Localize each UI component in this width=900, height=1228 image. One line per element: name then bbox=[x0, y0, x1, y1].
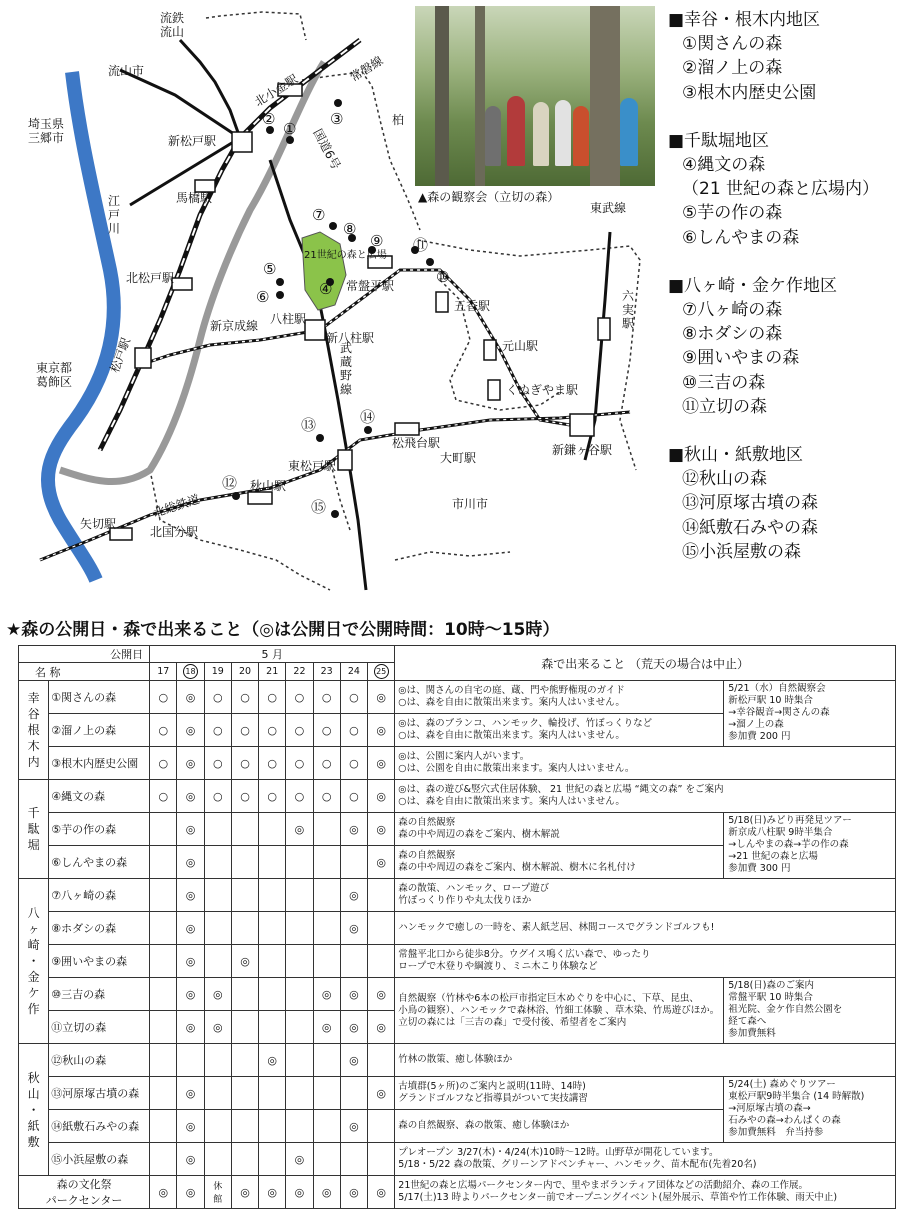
open-day-mark bbox=[231, 879, 258, 912]
station-marker bbox=[232, 132, 252, 152]
station-marker bbox=[135, 348, 151, 368]
section-title: ★森の公開日・森で出来ること（◎は公開日で公開時間：10時〜15時） bbox=[6, 620, 560, 640]
event-info: 5/24(土) 森めぐりツアー 東松戸駅9時半集合 (14 時解散) →河原塚古墳の森→ 石みやの森→わんぱくの森 参加費無料 弁当持参 bbox=[724, 1077, 896, 1143]
open-day-mark bbox=[286, 846, 313, 879]
svg-text:①: ① bbox=[283, 120, 297, 138]
open-day-mark: ◎ bbox=[177, 1077, 204, 1110]
open-day-mark bbox=[150, 846, 177, 879]
station-marker bbox=[305, 320, 325, 340]
open-day-mark bbox=[259, 945, 286, 978]
event-info: 5/18(日)みどり再発見ツアー 新京成八柱駅 9時半集合 →しんやまの森→芋の作の森 →21 世紀の森と広場 参加費 300 円 bbox=[724, 813, 896, 879]
open-day-mark: ◎ bbox=[177, 681, 204, 714]
open-day-mark bbox=[313, 1110, 340, 1143]
activity-description: 自然観察（竹林や6本の松戸市指定巨木めぐりを中心に、下草、昆虫、 小鳥の観察）、ハンモックで森林浴、竹細工体験 、草木染、竹馬遊びほか。 立切の森には「三吉の森」で受付後、希望者をご案内 bbox=[395, 978, 724, 1044]
label-musashino-line: 武蔵野線 bbox=[340, 341, 353, 397]
open-day-mark: ◎ bbox=[177, 912, 204, 945]
svg-text:⑤: ⑤ bbox=[263, 260, 277, 278]
svg-text:⑧: ⑧ bbox=[343, 220, 357, 238]
festival-description: 21世紀の森と広場パークセンター内で、里やまボランティア団体などの活動紹介、森の工作展。 5/17(土)13 時よりパークセンター前でオープニングイベント(屋外展示、草笛や竹工作体験、雨天中止) bbox=[395, 1176, 896, 1209]
open-day-mark bbox=[259, 846, 286, 879]
forest-name: ⑬河原塚古墳の森 bbox=[49, 1077, 150, 1110]
svg-text:⑦: ⑦ bbox=[312, 206, 326, 224]
open-day-mark: ○ bbox=[204, 780, 231, 813]
svg-text:⑪: ⑪ bbox=[413, 236, 429, 254]
legend-forest-item: ⑬河原塚古墳の森 bbox=[682, 493, 818, 514]
header-day: 22 bbox=[286, 663, 313, 681]
forest-row bbox=[19, 747, 896, 780]
open-day-mark bbox=[313, 912, 340, 945]
open-day-mark: ○ bbox=[150, 681, 177, 714]
forest-name: ⑪立切の森 bbox=[49, 1011, 150, 1044]
open-day-mark: ◎ bbox=[368, 780, 395, 813]
open-day-mark bbox=[340, 1143, 367, 1176]
open-day-mark: ◎ bbox=[340, 978, 367, 1011]
forest-name: ⑧ホダシの森 bbox=[49, 912, 150, 945]
legend-forest-item: （21 世紀の森と広場内） bbox=[682, 179, 880, 200]
label-kokudo6: 国道6号 bbox=[310, 126, 344, 172]
open-day-mark: ◎ bbox=[368, 747, 395, 780]
header-day: 25 bbox=[368, 663, 395, 681]
label-yabashira: 八柱駅 bbox=[270, 312, 307, 326]
open-day-mark bbox=[259, 1011, 286, 1044]
open-day-mark bbox=[340, 846, 367, 879]
open-day-mark bbox=[150, 1044, 177, 1077]
label-forest-park: 21世紀の森と広場 bbox=[304, 250, 387, 261]
open-day-mark: ◎ bbox=[231, 945, 258, 978]
legend-district bbox=[668, 443, 896, 564]
legend-forest-item: ⑫秋山の森 bbox=[682, 469, 767, 490]
header-day: 17 bbox=[150, 663, 177, 681]
open-day-mark: ○ bbox=[286, 681, 313, 714]
culture-festival-row bbox=[19, 1176, 896, 1209]
forest-row bbox=[19, 945, 896, 978]
forest-row bbox=[19, 1044, 896, 1077]
open-day-mark: ○ bbox=[150, 780, 177, 813]
header-day: 24 bbox=[340, 663, 367, 681]
open-day-mark bbox=[286, 1077, 313, 1110]
legend-district bbox=[668, 129, 896, 250]
open-day-mark: ◎ bbox=[340, 1176, 367, 1209]
svg-text:④: ④ bbox=[319, 280, 333, 298]
open-day-mark bbox=[259, 813, 286, 846]
legend-forest-item: ①関さんの森 bbox=[682, 34, 783, 55]
legend-forest-item: ⑧ホダシの森 bbox=[682, 324, 783, 345]
open-day-mark: ◎ bbox=[340, 912, 367, 945]
open-day-mark: ◎ bbox=[150, 1176, 177, 1209]
legend-forest-item: ⑪立切の森 bbox=[682, 396, 767, 417]
open-day-mark: ○ bbox=[204, 747, 231, 780]
label-ichikawa: 市川市 bbox=[452, 497, 489, 511]
open-day-mark bbox=[313, 1077, 340, 1110]
open-day-mark: ○ bbox=[313, 681, 340, 714]
label-tokiwadaira: 常盤平駅 bbox=[346, 279, 395, 293]
open-day-mark: ○ bbox=[286, 780, 313, 813]
district-label: 八 ヶ 崎 ・ 金 ケ 作 bbox=[19, 879, 49, 1044]
open-day-mark: ○ bbox=[231, 681, 258, 714]
forest-row bbox=[19, 879, 896, 912]
open-day-mark bbox=[313, 1143, 340, 1176]
forest-name: ②溜ノ上の森 bbox=[49, 714, 150, 747]
open-day-mark bbox=[286, 1110, 313, 1143]
district-label: 秋 山 ・ 紙 敷 bbox=[19, 1044, 49, 1176]
open-day-mark bbox=[231, 1044, 258, 1077]
forest-row bbox=[19, 912, 896, 945]
open-day-mark: ◎ bbox=[204, 1011, 231, 1044]
activity-description: 森の自然観察、森の散策、癒し体験ほか bbox=[395, 1110, 724, 1143]
open-day-mark: 休 館 bbox=[204, 1176, 231, 1209]
legend-district bbox=[668, 274, 896, 419]
event-info: 5/21（水）自然観察会 新松戸駅 10 時集合 →幸谷観音→関さんの森 →溜ノ上の森 参加費 200 円 bbox=[724, 681, 896, 747]
open-day-mark bbox=[204, 1110, 231, 1143]
open-day-mark: ○ bbox=[259, 714, 286, 747]
open-day-mark bbox=[150, 1143, 177, 1176]
open-day-mark: ◎ bbox=[368, 978, 395, 1011]
open-day-mark bbox=[340, 1077, 367, 1110]
open-day-mark bbox=[231, 813, 258, 846]
header-name: 名 称 bbox=[19, 663, 150, 681]
forest-name: ⑨囲いやまの森 bbox=[49, 945, 150, 978]
open-day-mark: ◎ bbox=[313, 1011, 340, 1044]
open-day-mark bbox=[150, 1011, 177, 1044]
open-day-mark bbox=[204, 1077, 231, 1110]
activity-description: ◎は、森のブランコ、ハンモック、輪投げ、竹ぼっくりなど ○は、森を自由に散策出来ます。案内人はいません。 bbox=[395, 714, 724, 747]
open-day-mark bbox=[231, 912, 258, 945]
label-yagiri: 矢切駅 bbox=[80, 517, 117, 531]
open-day-mark bbox=[313, 846, 340, 879]
legend-district-title: ■秋山・紙敷地区 bbox=[668, 445, 804, 466]
svg-text:⑩: ⑩ bbox=[436, 268, 450, 286]
activity-description: 古墳群(5ヶ所)のご案内と説明(11時、14時) グランドゴルフなど指導員がついて実技講習 bbox=[395, 1077, 724, 1110]
open-day-mark: ◎ bbox=[340, 813, 367, 846]
label-shinyahashira: 新八柱駅 bbox=[326, 331, 375, 345]
open-day-mark: ◎ bbox=[340, 1044, 367, 1077]
open-day-mark: ◎ bbox=[177, 978, 204, 1011]
header-day: 23 bbox=[313, 663, 340, 681]
open-day-mark bbox=[368, 1110, 395, 1143]
open-day-mark bbox=[150, 945, 177, 978]
legend-forest-item: ④縄文の森 bbox=[682, 155, 766, 176]
station-marker bbox=[172, 278, 192, 290]
header-month: 5 月 bbox=[150, 646, 395, 663]
open-day-mark: ◎ bbox=[177, 780, 204, 813]
legend-forest-item: ⑮小浜屋敷の森 bbox=[682, 541, 801, 562]
svg-text:⑨: ⑨ bbox=[370, 232, 384, 250]
label-kitakogane: 北小金駅 bbox=[252, 71, 301, 110]
activity-description: ◎は、森の遊び&竪穴式住居体験、 21 世紀の森と広場 “縄文の森” をご案内 ○は、森を自由に散策出来ます。案内人はいません。 bbox=[395, 780, 896, 813]
open-day-mark bbox=[259, 912, 286, 945]
open-day-mark bbox=[231, 1011, 258, 1044]
label-edogawa: 江戸川 bbox=[108, 194, 121, 236]
legend-forest-item: ②溜ノ上の森 bbox=[682, 58, 783, 79]
open-day-mark bbox=[231, 1143, 258, 1176]
open-day-mark bbox=[204, 846, 231, 879]
open-day-mark bbox=[150, 1110, 177, 1143]
open-day-mark: ◎ bbox=[177, 747, 204, 780]
label-gokou: 五香駅 bbox=[454, 299, 491, 313]
forest-name: ⑩三吉の森 bbox=[49, 978, 150, 1011]
open-day-mark bbox=[259, 978, 286, 1011]
forest-row bbox=[19, 813, 896, 846]
forest-name: ⑫秋山の森 bbox=[49, 1044, 150, 1077]
open-day-mark: ○ bbox=[259, 681, 286, 714]
open-day-mark bbox=[313, 945, 340, 978]
open-day-mark bbox=[231, 846, 258, 879]
open-day-mark: ◎ bbox=[177, 1110, 204, 1143]
station-marker bbox=[436, 292, 448, 312]
open-day-mark: ○ bbox=[313, 747, 340, 780]
open-day-mark: ◎ bbox=[259, 1176, 286, 1209]
open-day-mark: ◎ bbox=[286, 1176, 313, 1209]
activity-description: 森の散策、ハンモック、ロープ遊び 竹ぽっくり作りや丸太伐りほか bbox=[395, 879, 896, 912]
open-day-mark bbox=[150, 879, 177, 912]
label-mutsumi: 六実駅 bbox=[622, 289, 635, 331]
forest-row bbox=[19, 1077, 896, 1110]
label-hokuso: 北総鉄道 bbox=[151, 491, 202, 521]
activity-description: 常盤平北口から徒歩8分。ウグイス鳴く広い森で、ゆったり ロープで木登りや綱渡り、ミニ木こり体験など bbox=[395, 945, 896, 978]
label-matsuhidai: 松飛台駅 bbox=[392, 436, 441, 450]
photo-caption: ▲森の観察会（立切の森） bbox=[418, 190, 560, 204]
open-day-mark bbox=[231, 978, 258, 1011]
forest-observation-photo bbox=[415, 6, 655, 186]
station-marker bbox=[484, 340, 496, 360]
header-activity: 森で出来ること （荒天の場合は中止） bbox=[395, 646, 896, 681]
label-shinkeisei: 新京成線 bbox=[210, 319, 259, 333]
open-day-mark: ◎ bbox=[368, 813, 395, 846]
open-day-mark: ◎ bbox=[286, 813, 313, 846]
open-day-mark bbox=[259, 1143, 286, 1176]
open-day-mark: ◎ bbox=[177, 1143, 204, 1176]
label-omachi: 大町駅 bbox=[440, 451, 477, 465]
forest-row bbox=[19, 1143, 896, 1176]
open-day-mark bbox=[204, 879, 231, 912]
festival-name: 森の文化祭 パークセンター bbox=[19, 1176, 150, 1209]
header-open-day: 公開日 bbox=[19, 646, 150, 663]
label-shinkamagaya: 新鎌ヶ谷駅 bbox=[552, 443, 613, 457]
svg-text:⑭: ⑭ bbox=[360, 408, 376, 426]
forest-name: ⑮小浜屋敷の森 bbox=[49, 1143, 150, 1176]
svg-text:⑫: ⑫ bbox=[222, 474, 238, 492]
activity-description: 森の自然観察 森の中や周辺の森をご案内、樹木解説 bbox=[395, 813, 724, 846]
open-day-mark bbox=[286, 978, 313, 1011]
open-day-mark bbox=[259, 879, 286, 912]
open-day-mark: ◎ bbox=[259, 1044, 286, 1077]
svg-text:②: ② bbox=[262, 110, 276, 128]
label-nagareyama: 流山市 bbox=[108, 64, 145, 78]
label-matsudo: 松戸駅 bbox=[107, 335, 133, 375]
activity-description: 竹林の散策、癒し体験ほか bbox=[395, 1044, 896, 1077]
open-day-mark: ○ bbox=[259, 747, 286, 780]
station-marker bbox=[488, 380, 500, 400]
svg-text:⑮: ⑮ bbox=[311, 498, 327, 516]
open-day-mark bbox=[259, 1110, 286, 1143]
open-day-mark bbox=[313, 813, 340, 846]
label-shinmatsudo: 新松戸駅 bbox=[168, 134, 217, 148]
open-day-mark bbox=[340, 945, 367, 978]
open-day-mark: ○ bbox=[231, 780, 258, 813]
event-info: 5/18(日)森のご案内 常盤平駅 10 時集合 祖光院、金ケ作自然公園を 経て森へ 参加費無料 bbox=[724, 978, 896, 1044]
open-day-mark bbox=[259, 1077, 286, 1110]
legend-district-title: ■八ヶ崎・金ケ作地区 bbox=[668, 275, 838, 296]
open-day-mark bbox=[313, 879, 340, 912]
open-day-mark: ○ bbox=[231, 714, 258, 747]
label-ryutetsu: 流鉄流山 bbox=[160, 11, 185, 39]
open-day-mark: ◎ bbox=[177, 1011, 204, 1044]
open-day-mark bbox=[368, 1143, 395, 1176]
open-day-mark bbox=[313, 1044, 340, 1077]
open-day-mark bbox=[286, 1044, 313, 1077]
open-day-mark bbox=[204, 813, 231, 846]
ryutetsu-line bbox=[180, 40, 240, 138]
open-day-mark: ◎ bbox=[368, 1176, 395, 1209]
open-day-mark: ○ bbox=[150, 747, 177, 780]
open-day-mark: ○ bbox=[313, 780, 340, 813]
open-day-mark: ◎ bbox=[177, 714, 204, 747]
open-day-mark bbox=[150, 1077, 177, 1110]
activity-description: ◎は、関さんの自宅の庭、蔵、門や熊野権現のガイド ○は、森を自由に散策出来ます。案内人はいません。 bbox=[395, 681, 724, 714]
open-day-mark: ◎ bbox=[177, 879, 204, 912]
open-day-mark: ◎ bbox=[313, 978, 340, 1011]
svg-text:⑥: ⑥ bbox=[256, 288, 270, 306]
header-day: 21 bbox=[259, 663, 286, 681]
open-day-mark bbox=[368, 912, 395, 945]
open-day-mark: ◎ bbox=[368, 681, 395, 714]
activity-description: 森の自然観察 森の中や周辺の森をご案内、樹木解説、樹木に名札付け bbox=[395, 846, 724, 879]
header-day: 18 bbox=[177, 663, 204, 681]
open-day-mark bbox=[286, 912, 313, 945]
forest-name: ③根木内歴史公園 bbox=[49, 747, 150, 780]
station-marker bbox=[248, 492, 272, 504]
open-day-mark bbox=[286, 1011, 313, 1044]
forest-name: ⑥しんやまの森 bbox=[49, 846, 150, 879]
open-day-mark bbox=[150, 813, 177, 846]
open-day-mark bbox=[231, 1110, 258, 1143]
forest-name: ⑭紙敷石みやの森 bbox=[49, 1110, 150, 1143]
open-day-mark: ◎ bbox=[368, 714, 395, 747]
open-day-mark: ○ bbox=[150, 714, 177, 747]
open-day-mark: ○ bbox=[286, 747, 313, 780]
open-day-mark bbox=[286, 879, 313, 912]
open-day-mark bbox=[150, 912, 177, 945]
open-day-mark bbox=[150, 978, 177, 1011]
legend-forest-item: ⑥しんやまの森 bbox=[682, 227, 800, 248]
forest-name: ④縄文の森 bbox=[49, 780, 150, 813]
open-day-mark: ○ bbox=[340, 714, 367, 747]
open-day-mark: ○ bbox=[340, 747, 367, 780]
legend-forest-item: ⑭紙敷石みやの森 bbox=[682, 517, 818, 538]
open-day-mark: ◎ bbox=[286, 1143, 313, 1176]
open-day-mark: ○ bbox=[231, 747, 258, 780]
forest-name: ⑤芋の作の森 bbox=[49, 813, 150, 846]
label-higashimatsudo: 東松戸駅 bbox=[288, 459, 337, 473]
legend-forest-item: ⑨囲いやまの森 bbox=[682, 348, 800, 369]
open-day-mark bbox=[368, 1044, 395, 1077]
legend-forest-item: ⑦八ヶ崎の森 bbox=[682, 300, 783, 321]
open-day-mark bbox=[204, 945, 231, 978]
open-day-mark bbox=[231, 1077, 258, 1110]
header-day: 20 bbox=[231, 663, 258, 681]
activity-description: ◎は、公園に案内人がいます。 ○は、公園を自由に散策出来ます。案内人はいません。 bbox=[395, 747, 896, 780]
svg-text:⑬: ⑬ bbox=[301, 416, 317, 434]
forest-name: ①関さんの森 bbox=[49, 681, 150, 714]
activity-description: プレオープン 3/27(木)・4/24(木)10時〜12時。山野草が開花しています。 5/18・5/22 森の散策、グリーンアドベンチャー、ハンモック、苗木配布(先着20名) bbox=[395, 1143, 896, 1176]
label-saitama: 埼玉県三郷市 bbox=[28, 117, 65, 145]
open-day-mark: ◎ bbox=[231, 1176, 258, 1209]
open-day-mark bbox=[286, 945, 313, 978]
open-day-mark bbox=[204, 1143, 231, 1176]
open-day-mark: ◎ bbox=[368, 1011, 395, 1044]
schedule-table bbox=[18, 645, 896, 1209]
forest-legend bbox=[668, 8, 896, 564]
legend-district bbox=[668, 8, 896, 105]
open-day-mark: ◎ bbox=[340, 1110, 367, 1143]
open-day-mark: ◎ bbox=[177, 945, 204, 978]
label-akiyama: 秋山駅 bbox=[250, 479, 287, 493]
label-motoyama: 元山駅 bbox=[502, 339, 539, 353]
open-day-mark: ◎ bbox=[177, 813, 204, 846]
forest-row bbox=[19, 681, 896, 714]
open-day-mark: ◎ bbox=[340, 1011, 367, 1044]
station-marker bbox=[598, 318, 610, 340]
open-day-mark bbox=[204, 1044, 231, 1077]
station-marker bbox=[338, 450, 352, 470]
open-day-mark bbox=[368, 945, 395, 978]
open-day-mark: ◎ bbox=[340, 879, 367, 912]
open-day-mark: ○ bbox=[204, 714, 231, 747]
open-day-mark: ○ bbox=[286, 714, 313, 747]
legend-forest-item: ⑩三吉の森 bbox=[682, 372, 766, 393]
open-day-mark bbox=[204, 912, 231, 945]
open-day-mark bbox=[177, 1044, 204, 1077]
label-tobu: 東武線 bbox=[590, 201, 627, 215]
open-day-mark: ◎ bbox=[204, 978, 231, 1011]
station-marker bbox=[570, 414, 594, 436]
label-mabashi: 馬橋駅 bbox=[176, 191, 213, 205]
label-kitakokubun: 北国分駅 bbox=[150, 525, 199, 539]
open-day-mark: ○ bbox=[313, 714, 340, 747]
label-tokyo: 東京都葛飾区 bbox=[36, 361, 73, 389]
district-label: 幸 谷 根 木 内 bbox=[19, 681, 49, 780]
open-day-mark: ◎ bbox=[177, 1176, 204, 1209]
open-day-mark: ◎ bbox=[368, 846, 395, 879]
label-joban: 常磐線 bbox=[347, 53, 386, 85]
legend-district-title: ■幸谷・根木内地区 bbox=[668, 10, 821, 30]
forest-park-area bbox=[302, 232, 346, 310]
open-day-mark bbox=[368, 879, 395, 912]
station-marker bbox=[395, 423, 419, 435]
forest-row bbox=[19, 978, 896, 1011]
label-kunugiyama: くぬぎやま駅 bbox=[506, 383, 579, 397]
open-day-mark: ◎ bbox=[313, 1176, 340, 1209]
svg-text:③: ③ bbox=[330, 110, 344, 128]
district-label: 千 駄 堀 bbox=[19, 780, 49, 879]
forest-row bbox=[19, 780, 896, 813]
header-day: 19 bbox=[204, 663, 231, 681]
open-day-mark: ◎ bbox=[368, 1077, 395, 1110]
open-day-mark: ◎ bbox=[177, 846, 204, 879]
legend-forest-item: ⑤芋の作の森 bbox=[682, 203, 783, 224]
legend-forest-item: ③根木内歴史公園 bbox=[682, 82, 817, 103]
activity-description: ハンモックで癒しの一時を、素人紙芝居、林間コースでグランドゴルフも! bbox=[395, 912, 896, 945]
open-day-mark: ○ bbox=[259, 780, 286, 813]
forest-name: ⑦八ヶ崎の森 bbox=[49, 879, 150, 912]
open-day-mark: ○ bbox=[340, 681, 367, 714]
legend-district-title: ■千駄堀地区 bbox=[668, 130, 770, 151]
open-day-mark: ○ bbox=[204, 681, 231, 714]
label-kashiwa: 柏 bbox=[392, 113, 405, 127]
open-day-mark: ○ bbox=[340, 780, 367, 813]
label-kitamatsudo: 北松戸駅 bbox=[126, 271, 175, 285]
